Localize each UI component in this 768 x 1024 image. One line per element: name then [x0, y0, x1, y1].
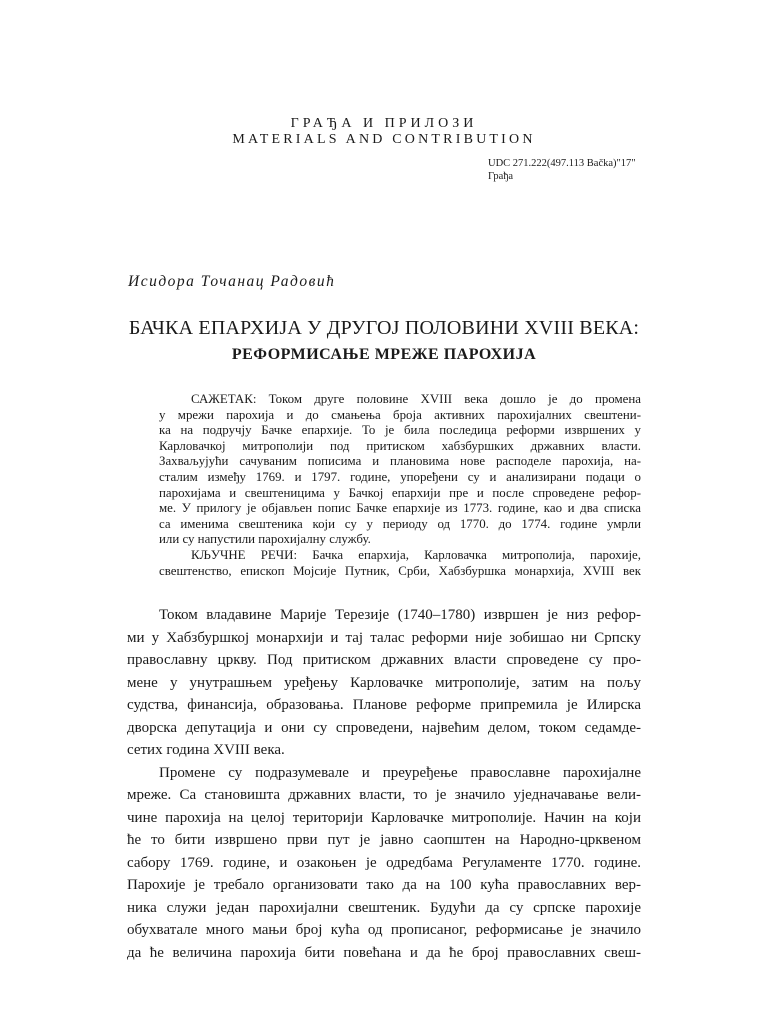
section-heading-english: MATERIALS AND CONTRIBUTION — [232, 132, 536, 147]
paragraph-line: ника служи један парохијални свештеник. Будући да су српске парохије — [127, 899, 641, 916]
keywords-line: КЉУЧНЕ РЕЧИ: Бачка епархија, Карловачка митрополија, парохије, — [191, 547, 641, 562]
abstract-line: Карловачкој митрополији под притиском хабзбуршких државних власти. — [159, 438, 641, 453]
paragraph-line: православну цркву. Под притиском државних власти спроведене су про- — [127, 652, 641, 668]
abstract-line: ка на подручју Бачке епархије. То је била последица реформи извршених у — [159, 423, 641, 438]
paragraph-line: Промене су подразумевале и преуређење православне парохијалне — [159, 764, 641, 781]
paragraph-line: обухватале много мањи број кућа од прописаног, реформисање је значило — [127, 922, 641, 938]
udc-classification — [488, 157, 688, 183]
paragraph-line: сетих година XVIII века. — [127, 742, 285, 758]
paragraph-line: судства, финансија, образовања. Планове реформе припремила је Илирска — [127, 697, 641, 713]
paragraph-line: мене у унутрашњем уређењу Карловачке митрополије, затим на пољу — [127, 674, 641, 691]
abstract-line: или су напустили парохијалну службу. — [159, 532, 371, 547]
paragraph-line: Парохије је требало организовати тако да на 100 кућа православних вер- — [127, 877, 641, 893]
abstract-line: САЖЕТАК: Током друге половине XVIII века дошло је до промена — [191, 392, 641, 406]
paragraph-line: ми у Хабзбуршкој монархији и тај талас реформи није зобишао ни Српску — [127, 629, 641, 646]
keywords-line: свештенство, епископ Мојсије Путник, Срби, Хабзбуршка монархија, XVIII век — [159, 563, 641, 578]
paragraph-line: дворска депутација и они су спроведени, највећим делом, током седамде- — [127, 719, 641, 736]
paragraph-line: ће то бити извршено први пут је јавно саопштен на Народно-црквеном — [127, 832, 641, 848]
abstract-line: у мрежи парохија и до смањења броја активних парохијалних свештени- — [159, 407, 641, 422]
udc-category: Грађа — [488, 171, 514, 182]
body-text — [127, 604, 641, 964]
article-title: БАЧКА ЕПАРХИЈА У ДРУГОЈ ПОЛОВИНИ XVIII ВЕКА: — [128, 317, 640, 339]
abstract-line: сталим између 1769. и 1797. године, упоређени су и анализирани подаци о — [159, 469, 641, 484]
abstract — [159, 392, 641, 579]
article-subtitle: РЕФОРМИСАЊЕ МРЕЖЕ ПАРОХИЈА — [231, 346, 537, 363]
paragraph-line: чине парохија на целој територији Карловачке митрополије. Начин на који — [127, 809, 641, 826]
abstract-line: са именима свештеника који су у периоду од 1770. до 1774. године умрли — [159, 516, 641, 531]
paragraph-line: мреже. Са становишта државних власти, то је значило уједначавање вели- — [127, 787, 641, 803]
paragraph-line: сабору 1769. године, и озакоњен је одредбама Регуламенте 1770. године. — [127, 854, 641, 871]
abstract-line: ме. У прилогу је објављен попис Бачке епархије из 1773. године, као и два списка — [159, 501, 641, 516]
paragraph-line: да ће величина парохија бити повећана и да ће број православних свеш- — [127, 944, 641, 961]
abstract-line: Захваљујући сачуваним пописима и плановима нове расподеле парохија, на- — [159, 454, 641, 469]
author-name: Исидора Точанац Радовић — [128, 273, 336, 290]
section-heading-serbian: ГРАЂА И ПРИЛОЗИ — [290, 116, 478, 131]
abstract-line: парохијама и свештеницима у Бачкој епархији пре и после спроведене рефор- — [159, 485, 641, 500]
paragraph-line: Током владавине Марије Терезије (1740–1780) извршен је низ рефор- — [159, 607, 641, 623]
udc-code: UDC 271.222(497.113 Bačka)"17" — [488, 158, 636, 169]
